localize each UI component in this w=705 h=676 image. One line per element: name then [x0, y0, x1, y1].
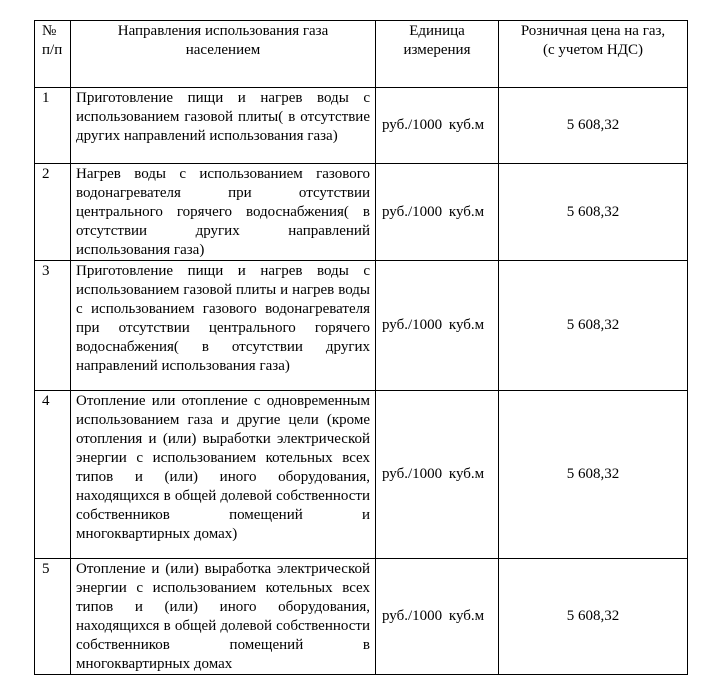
header-number-line2: п/п — [42, 42, 63, 58]
header-unit-line2: измерения — [403, 42, 471, 58]
row-direction: Нагрев воды с использованием газового водонагревателя при отсутствии центрального горячего водоснабжения( в отсутствии других направлений использования газа) — [71, 164, 376, 261]
header-price — [499, 21, 688, 88]
row-direction: Отопление и (или) выработка электрической энергии с использованием котельных всех типов и (или) иного оборудования, находящихся в общей долевой собственности собственников помещений в многоквартирных домах — [71, 559, 376, 675]
row-price: 5 608,32 — [499, 164, 688, 261]
row-direction: Приготовление пищи и нагрев воды с использованием газовой плиты и нагрев воды с использованием газового водонагревателя при отсутствии центрального горячего водоснабжения( в отсутствии других направлений использования газа) — [71, 261, 376, 391]
table-row — [35, 164, 688, 261]
row-price: 5 608,32 — [499, 88, 688, 164]
row-price: 5 608,32 — [499, 559, 688, 675]
row-number: 2 — [35, 164, 71, 261]
row-unit: руб./1000 куб.м — [376, 261, 499, 391]
table-row — [35, 88, 688, 164]
row-number: 1 — [35, 88, 71, 164]
header-price-line2: (с учетом НДС) — [543, 42, 643, 58]
row-direction: Приготовление пищи и нагрев воды с использованием газовой плиты( в отсутствие других направлений использования газа) — [71, 88, 376, 164]
row-number: 4 — [35, 391, 71, 559]
row-number: 3 — [35, 261, 71, 391]
row-unit: руб./1000 куб.м — [376, 164, 499, 261]
header-unit — [376, 21, 499, 88]
header-number-line1: № — [42, 23, 57, 39]
header-unit-line1: Единица — [409, 23, 465, 39]
row-number: 5 — [35, 559, 71, 675]
gas-price-table — [34, 20, 688, 675]
header-price-line1: Розничная цена на газ, — [520, 23, 666, 39]
table-row — [35, 391, 688, 559]
row-unit: руб./1000 куб.м — [376, 559, 499, 675]
header-row — [35, 21, 688, 88]
table-row — [35, 559, 688, 675]
header-number — [35, 21, 71, 88]
header-direction — [71, 21, 376, 88]
row-unit: руб./1000 куб.м — [376, 88, 499, 164]
header-direction-line2: населением — [185, 42, 261, 58]
row-price: 5 608,32 — [499, 391, 688, 559]
row-price: 5 608,32 — [499, 261, 688, 391]
table-row — [35, 261, 688, 391]
row-direction: Отопление или отопление с одновременным использованием газа и другие цели (кроме отопления и (или) выработки электрической энергии с использованием котельных всех типов и (или) иного оборудования, находящихся в общей долевой собственности собственников помещений и многоквартирных домах) — [71, 391, 376, 559]
header-direction-line1: Направления использования газа — [117, 23, 329, 39]
row-unit: руб./1000 куб.м — [376, 391, 499, 559]
